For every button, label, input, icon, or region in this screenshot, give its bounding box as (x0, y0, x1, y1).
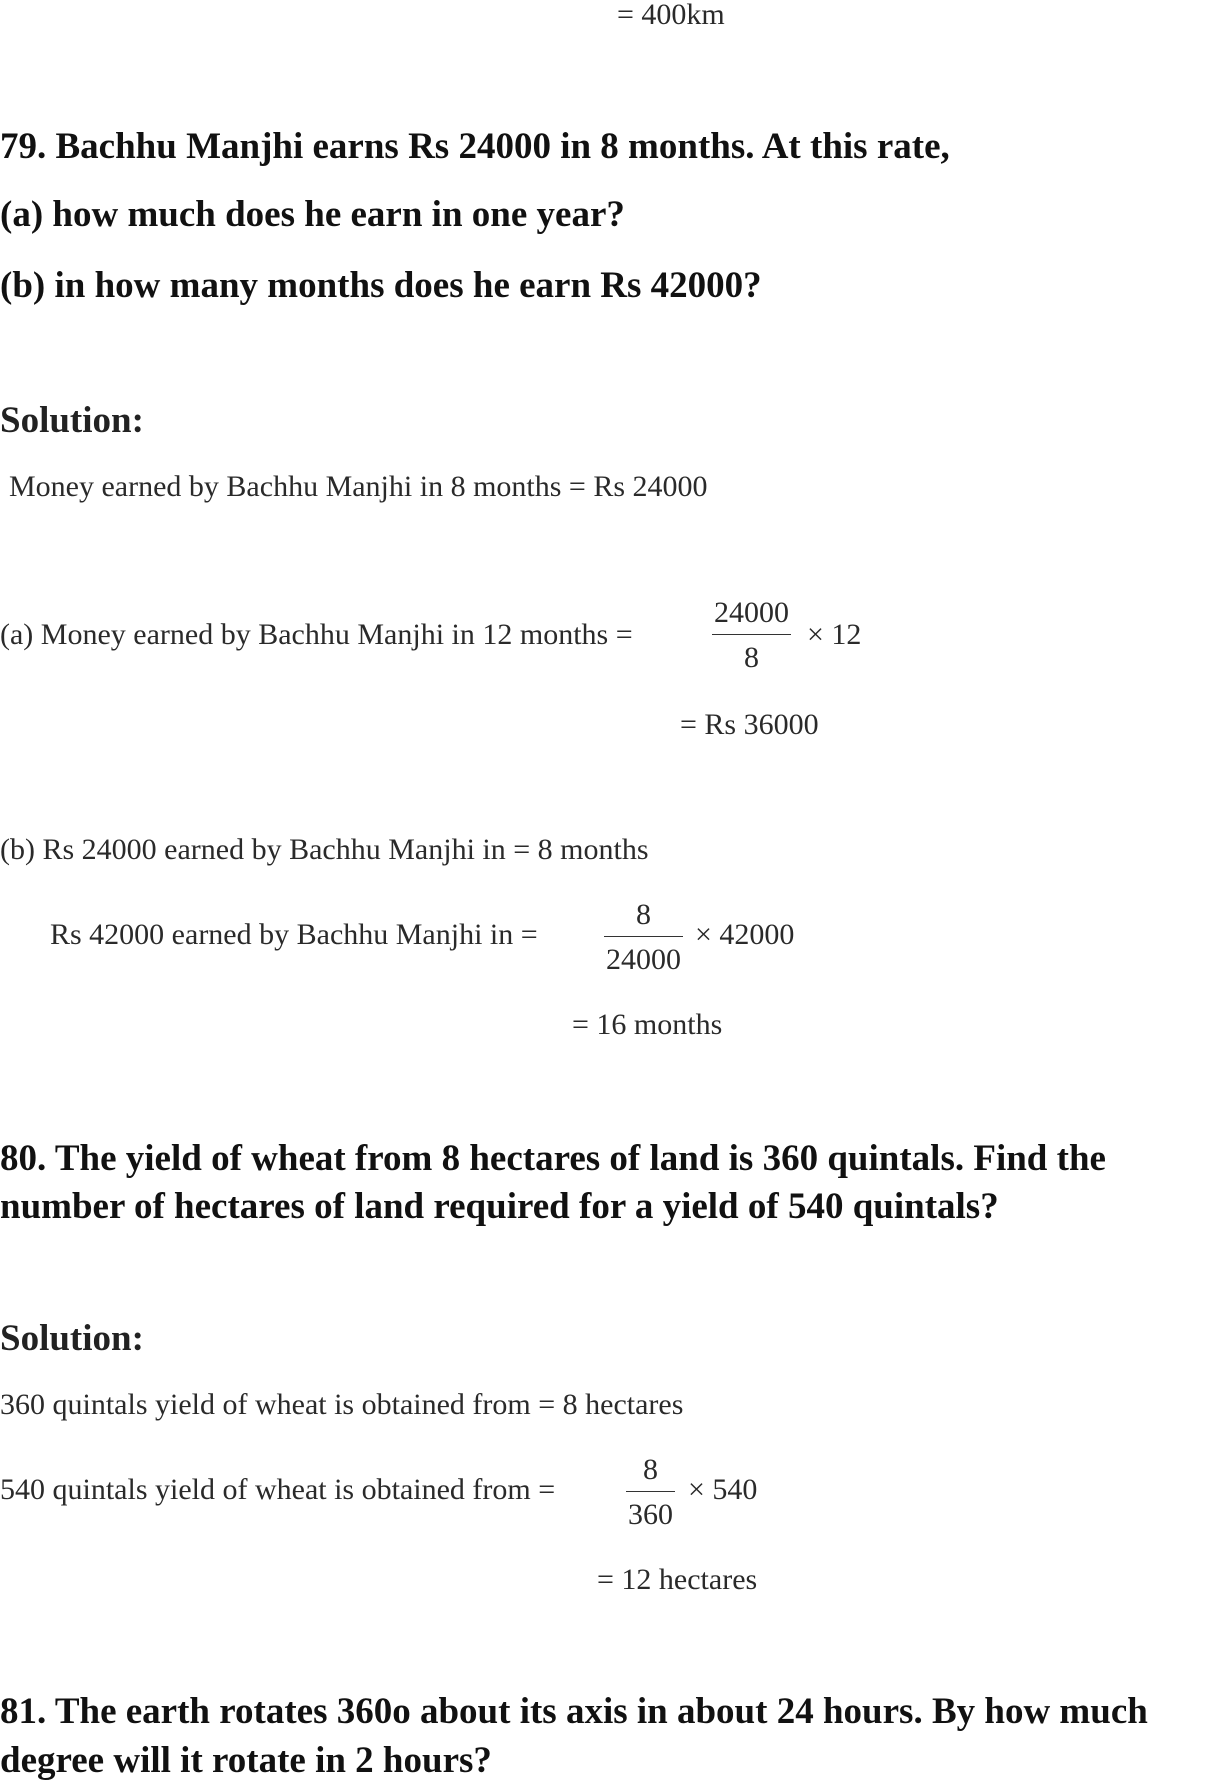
q79-part-a-fraction (712, 598, 791, 673)
q80-denominator: 360 (628, 1498, 673, 1531)
q79-part-a-denominator: 8 (744, 641, 759, 674)
q80-multiplier: × 540 (688, 1473, 758, 1506)
question-81-line-2: degree will it rotate in 2 hours? (0, 1740, 492, 1781)
q79-part-b-fraction (604, 900, 683, 975)
solution-heading-79: Solution: (0, 400, 144, 441)
q80-given: 360 quintals yield of wheat is obtained from = 8 hectares (0, 1388, 684, 1421)
q79-part-b-result: = 16 months (572, 1008, 723, 1041)
q79-part-a-result: = Rs 36000 (680, 708, 819, 741)
question-80-line-1: 80. The yield of wheat from 8 hectares of land is 360 quintals. Find the (0, 1138, 1106, 1179)
q79-part-b-label: Rs 42000 earned by Bachhu Manjhi in = (50, 918, 538, 951)
q79-part-b-multiplier: × 42000 (695, 918, 795, 951)
q79-part-a-numerator: 24000 (714, 596, 789, 629)
q80-fraction (626, 1455, 675, 1530)
question-79-line-3: (b) in how many months does he earn Rs 42000? (0, 265, 762, 306)
q79-part-a-label: (a) Money earned by Bachhu Manjhi in 12 months = (0, 618, 633, 651)
q80-label: 540 quintals yield of wheat is obtained from = (0, 1473, 556, 1506)
q80-numerator: 8 (643, 1453, 658, 1486)
q79-part-a-multiplier: × 12 (807, 618, 862, 651)
question-79-line-1: 79. Bachhu Manjhi earns Rs 24000 in 8 months. At this rate, (0, 126, 950, 167)
q80-result: = 12 hectares (597, 1563, 758, 1596)
question-79-line-2: (a) how much does he earn in one year? (0, 194, 625, 235)
q79-given: Money earned by Bachhu Manjhi in 8 months = Rs 24000 (9, 470, 708, 503)
question-81-line-1: 81. The earth rotates 360o about its axis in about 24 hours. By how much (0, 1691, 1148, 1732)
q79-part-b-numerator: 8 (636, 898, 651, 931)
q79-part-b-denominator: 24000 (606, 943, 681, 976)
question-80-line-2: number of hectares of land required for a yield of 540 quintals? (0, 1186, 999, 1227)
previous-result: = 400km (617, 0, 725, 31)
solution-heading-80: Solution: (0, 1318, 144, 1359)
q79-part-b-given: (b) Rs 24000 earned by Bachhu Manjhi in = 8 months (0, 833, 649, 866)
